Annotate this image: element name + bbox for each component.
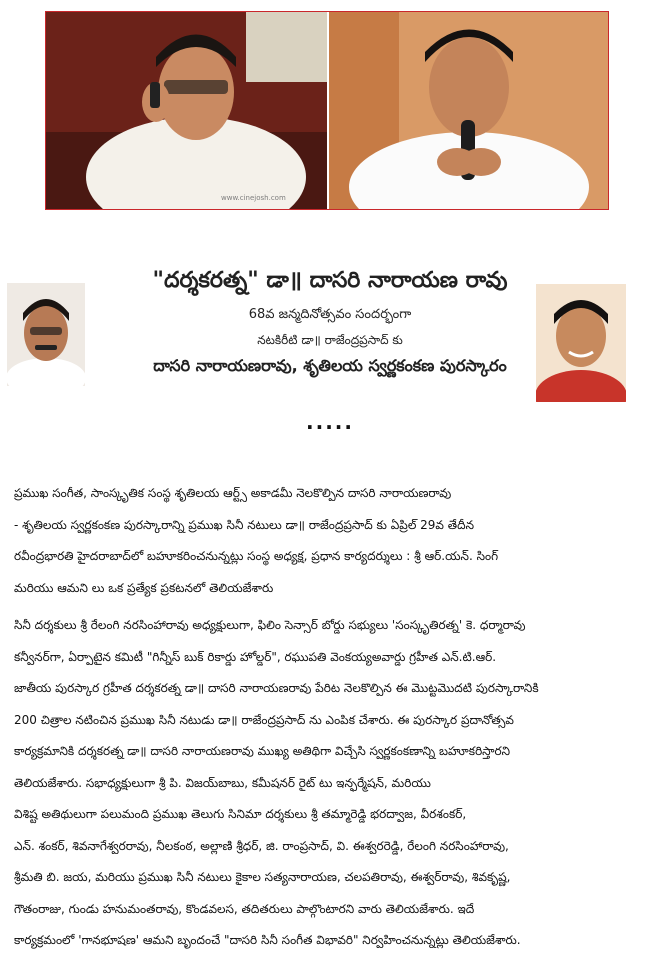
paragraph-line: విశిష్ట అతిథులుగా పలుమంది ప్రముఖ తెలుగు సినిమా దర్శకులు శ్రీ తమ్మారెడ్డి భరద్వాజ, వీరశంకర్, [14,807,467,821]
paragraph-line: సినీ దర్శకులు శ్రీ రేలంగి నరసింహారావు అధ్యక్షులుగా, ఫిలిం సెన్సార్ బోర్డు సభ్యులు 'సంస్కృతిరత్న' కె. ధర్మారావు [14,618,526,632]
paragraph-line: శ్రీమతి బి. జయ, మరియు ప్రముఖ సినీ నటులు కైకాల సత్యనారాయణ, చలపతిరావు, ఈశ్వర్‌రావు, శివకృష్ణ, [14,870,511,884]
paragraph-line: 200 చిత్రాల నటించిన ప్రముఖ సినీ నటుడు డా॥ రాజేంద్రప్రసాద్ ను ఎంపిక చేశారు. ఈ పురస్కార ప్రదానోత్సవ [14,712,514,727]
headline-title: "దర్శకరత్న" డా॥ దాసరి నారాయణ రావు [152,268,508,293]
paragraph-line: గౌతంరాజు, గుండు హనుమంతరావు, కొండవలస, తదితరులు పాల్గొంటారని వారు తెలియజేశారు. ఇదే [14,901,475,916]
article-paragraph-2 [14,610,648,957]
paragraph-line: రవీంద్రభారతి హైదరాబాద్‌లో బహూకరించనున్నట్లు సంస్థ అధ్యక్ష, ప్రధాన కార్యదర్శులు : శ్రీ ఆర్.యన్. సింగ్ [14,549,499,563]
paragraph-line: కార్యక్రమంలో 'గానభూషణ' ఆమని బృందంచే "దాసరి సినీ సంగీత విభావరి" నిర్వహించనున్నట్లు తెలియజేశారు. [14,933,521,947]
article-paragraph-1 [14,478,648,604]
paragraph-line: ఎన్. శంకర్, శివనాగేశ్వరరావు, నీలకంఠ, అల్లాణి శ్రీధర్, జి. రాంప్రసాద్, వి. ఈశ్వరరెడ్డి, రేలంగి నరసింహారావు, [14,838,509,853]
paragraph-line: కార్యక్రమానికి దర్శకరత్న డా॥ దాసరి నారాయణరావు ముఖ్య అతిథిగా విచ్చేసి స్వర్ణకంకణాన్ని బహూకరిస్తారని [14,744,511,758]
paragraph-line: ప్రముఖ సంగీత, సాంస్కృతిక సంస్థ శృతిలయ ఆర్ట్స్ అకాడమీ నెలకొల్పిన దాసరి నారాయణరావు [14,486,452,500]
headline-award-recipient: నటకిరీటి డా॥ రాజేంద్రప్రసాద్ కు [257,333,403,347]
section-separator: ..... [306,410,354,434]
paragraph-line: కన్వీనర్‌గా, ఏర్పాటైన కమిటీ "గిన్నీస్ బుక్ రికార్డు హోల్డర్", రఘుపతి వెంకయ్యఅవార్డు గ్రహీత ఎన్.టి.ఆర్. [14,649,497,664]
headline-award-name: దాసరి నారాయణరావు, శృతిలయ స్వర్ణకంకణ పురస్కారం [153,356,507,375]
dasari-photo [46,12,327,209]
paragraph-line: - శృతిలయ స్వర్ణకంకణ పురస్కారాన్ని ప్రముఖ సినీ నటులు డా॥ రాజేంద్రప్రసాద్ కు ఏప్రిల్ 29వ తేదీన [14,517,475,532]
header-photo-banner [45,11,609,210]
rajendraprasad-photo [329,12,608,209]
paragraph-line: జాతీయ పురస్కార గ్రహీత దర్శకరత్న డా॥ దాసరి నారాయణరావు పేరిట నెలకొల్పిన ఈ మొట్టమొదటి పురస్కారానికి [14,681,539,695]
watermark-text: www.cinejosh.com [221,194,286,202]
paragraph-line: తెలియజేశారు. సభాధ్యక్షులుగా శ్రీ పి. విజయ్‌బాబు, కమీషనర్ రైట్ టు ఇన్ఫర్మేషన్, మరియు [14,775,431,790]
headline-subtitle: 68వ జన్మదినోత్సవం సందర్భంగా [248,307,412,322]
paragraph-line: మరియు ఆమని లు ఒక ప్రత్యేక ప్రకటనలో తెలియజేశారు [14,580,274,595]
